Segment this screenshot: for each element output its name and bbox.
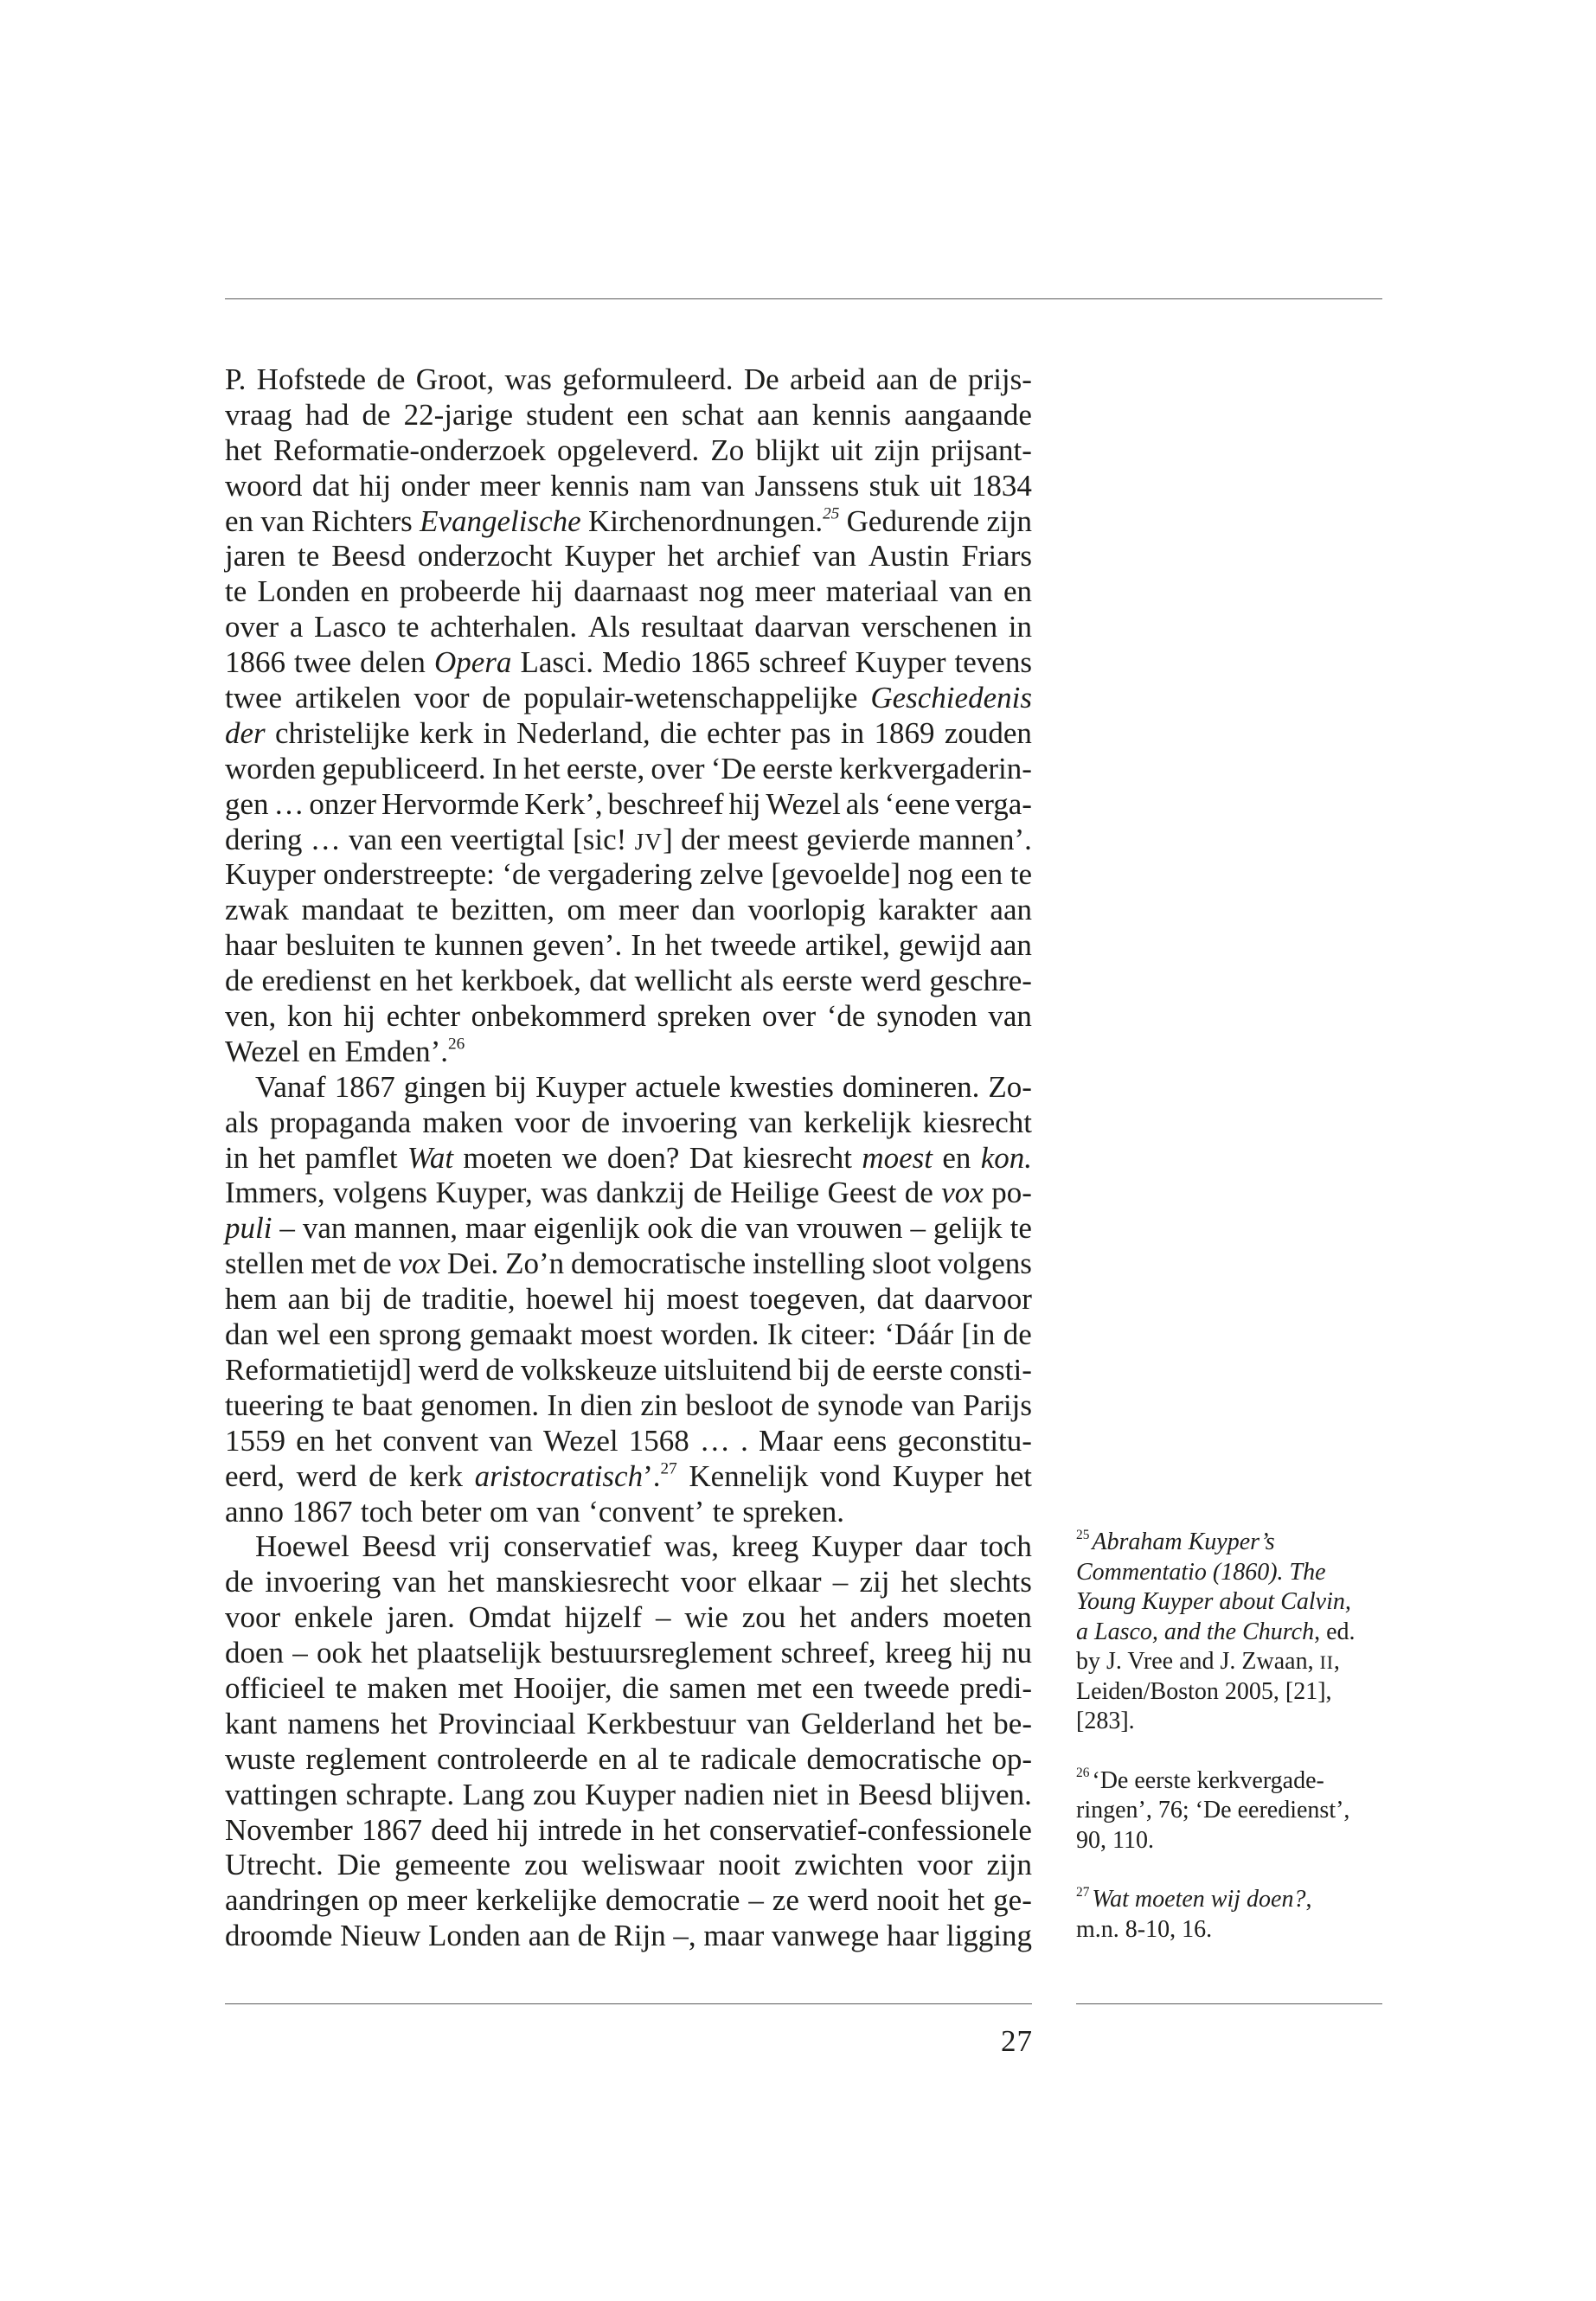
- text-line: te Londen en probeerde hij daarnaast nog meer materiaal van en: [225, 574, 1032, 609]
- footnote-line: Young Kuyper about Calvin,: [1076, 1588, 1351, 1615]
- footer-rule-notes: [1076, 2003, 1382, 2004]
- footnote-line: [283].: [1076, 1708, 1135, 1734]
- text-line: der christelijke kerk in Nederland, die echter pas in 1869 zouden: [225, 715, 1032, 750]
- text-line: aandringen op meer kerkelijke democratie – ze werd nooit het ge-: [225, 1883, 1032, 1918]
- text-line: wuste reglement controleerde en al te radicale democratische op-: [225, 1741, 1032, 1776]
- text-line: Kuyper onderstreepte: ‘de vergadering zelve [gevoelde] nog een te: [225, 857, 1032, 892]
- text-line: en van Richters Evangelische Kirchenordnungen.$^{25}$ Gedurende zijn: [225, 503, 1032, 538]
- text-line: twee artikelen voor de populair-wetenschappelijke Geschiedenis: [225, 681, 1032, 715]
- footnote-number: 27: [1076, 1884, 1090, 1900]
- text-line: Reformatietijd] werd de volkskeuze uitsluitend bij de eerste consti-: [225, 1352, 1032, 1387]
- footnote-line: a Lasco, and the Church, ed.: [1076, 1618, 1356, 1645]
- footer-rule-main: [225, 2003, 1032, 2004]
- text-line: anno 1867 toch beter om van ‘convent’ te spreken.: [225, 1494, 845, 1529]
- text-line: in het pamflet Wat moeten we doen? Dat kiesrecht moest en kon.: [225, 1140, 1032, 1175]
- footnote-number: 26: [1076, 1766, 1090, 1781]
- text-line: jaren te Beesd onderzocht Kuyper het archief van Austin Friars: [225, 539, 1032, 574]
- footnote-line: by J. Vree and J. Zwaan, II,: [1076, 1648, 1340, 1675]
- text-line: dan wel een sprong gemaakt moest worden. Ik citeer: ‘Dáár [in de: [225, 1317, 1032, 1352]
- text-line: stellen met de vox Dei. Zo’n democratische instelling sloot volgens: [225, 1247, 1032, 1281]
- text-line: Utrecht. Die gemeente zou weliswaar nooit zwichten voor zijn: [225, 1848, 1032, 1882]
- footnote-line: 90, 110.: [1076, 1826, 1154, 1854]
- footnote: [1076, 1766, 1384, 1856]
- page-number: 27: [1001, 2024, 1033, 2058]
- text-line: kant namens het Provinciaal Kerkbestuur van Gelderland het be-: [225, 1706, 1032, 1740]
- text-line: Wezel en Emden’.$^{26}$: [225, 1034, 465, 1068]
- text-line: vraag had de 22-jarige student een schat aan kennis aangaande: [225, 397, 1032, 432]
- text-line: Hoewel Beesd vrij conservatief was, kreeg Kuyper daar toch: [255, 1529, 1032, 1564]
- main-body-text: [225, 362, 1032, 1954]
- text-line: het Reformatie-onderzoek opgeleverd. Zo blijkt uit zijn prijsant-: [225, 433, 1032, 467]
- footnote-line: $^{27}$ Wat moeten wij doen?,: [1076, 1884, 1312, 1913]
- text-line: worden gepubliceerd. In het eerste, over ‘De eerste kerkvergaderin-: [225, 751, 1032, 785]
- text-line: voor enkele jaren. Omdat hijzelf – wie zou het anders moeten: [225, 1600, 1032, 1635]
- footnote-line: m.n. 8-10, 16.: [1076, 1915, 1213, 1943]
- text-line: de invoering van het manskiesrecht voor elkaar – zij het slechts: [225, 1565, 1032, 1599]
- text-line: 1559 en het convent van Wezel 1568 … . Maar eens geconstitu-: [225, 1423, 1032, 1458]
- text-line: 1866 twee delen Opera Lasci. Medio 1865 schreef Kuyper tevens: [225, 645, 1032, 680]
- text-line: woord dat hij onder meer kennis nam van Janssens stuk uit 1834: [225, 468, 1032, 503]
- text-line: puli – van mannen, maar eigenlijk ook die van vrouwen – gelijk te: [225, 1211, 1032, 1246]
- footnote-line: $^{25}$ Abraham Kuyper’s: [1076, 1527, 1275, 1555]
- footnotes-column: [1076, 1528, 1384, 1974]
- text-line: P. Hofstede de Groot, was geformuleerd. De arbeid aan de prijs-: [225, 362, 1032, 396]
- text-line: Immers, volgens Kuyper, was dankzij de Heilige Geest de vox po-: [225, 1176, 1032, 1210]
- text-line: zwak mandaat te bezitten, om meer dan voorlopig karakter aan: [225, 893, 1032, 927]
- text-line: dering … van een veertigtal [sic! JV] der meest gevierde mannen’.: [225, 822, 1032, 856]
- footnote-number: 25: [1076, 1527, 1090, 1542]
- header-rule: [225, 298, 1382, 299]
- text-line: hem aan bij de traditie, hoewel hij moest toegeven, dat daarvoor: [225, 1282, 1032, 1317]
- text-line: gen … onzer Hervormde Kerk’, beschreef hij Wezel als ‘eene verga-: [225, 786, 1032, 821]
- footnote: [1076, 1528, 1384, 1737]
- footnote-line: ringen’, 76; ‘De eeredienst’,: [1076, 1797, 1350, 1823]
- text-line: officieel te maken met Hooijer, die samen met een tweede predi-: [225, 1670, 1032, 1705]
- text-line: eerd, werd de kerk aristocratisch’.$^{27}$ Kennelijk vond Kuyper het: [225, 1458, 1032, 1493]
- text-line: droomde Nieuw Londen aan de Rijn –, maar vanwege haar ligging: [225, 1919, 1032, 1953]
- text-line: over a Lasco te achterhalen. Als resultaat daarvan verschenen in: [225, 610, 1032, 644]
- text-line: haar besluiten te kunnen geven’. In het tweede artikel, gewijd aan: [225, 928, 1032, 963]
- text-line: als propaganda maken voor de invoering van kerkelijk kiesrecht: [225, 1105, 1032, 1139]
- footnote-line: $^{26}$ ‘De eerste kerkvergade-: [1076, 1766, 1324, 1794]
- text-line: de eredienst en het kerkboek, dat wellicht als eerste werd geschre-: [225, 964, 1032, 998]
- text-line: November 1867 deed hij intrede in het conservatief-confessionele: [225, 1812, 1032, 1847]
- text-line: ven, kon hij echter onbekommerd spreken over ‘de synoden van: [225, 999, 1032, 1034]
- footnote: [1076, 1885, 1384, 1945]
- footnote-line: Commentatio (1860). The: [1076, 1558, 1326, 1586]
- text-line: tueering te baat genomen. In dien zin besloot de synode van Parijs: [225, 1388, 1032, 1422]
- text-line: doen – ook het plaatselijk bestuursreglement schreef, kreeg hij nu: [225, 1636, 1032, 1670]
- text-line: vattingen schrapte. Lang zou Kuyper nadien niet in Beesd blijven.: [225, 1777, 1032, 1811]
- text-line: Vanaf 1867 gingen bij Kuyper actuele kwesties domineren. Zo-: [255, 1069, 1032, 1104]
- footnote-line: Leiden/Boston 2005, [21],: [1076, 1677, 1332, 1705]
